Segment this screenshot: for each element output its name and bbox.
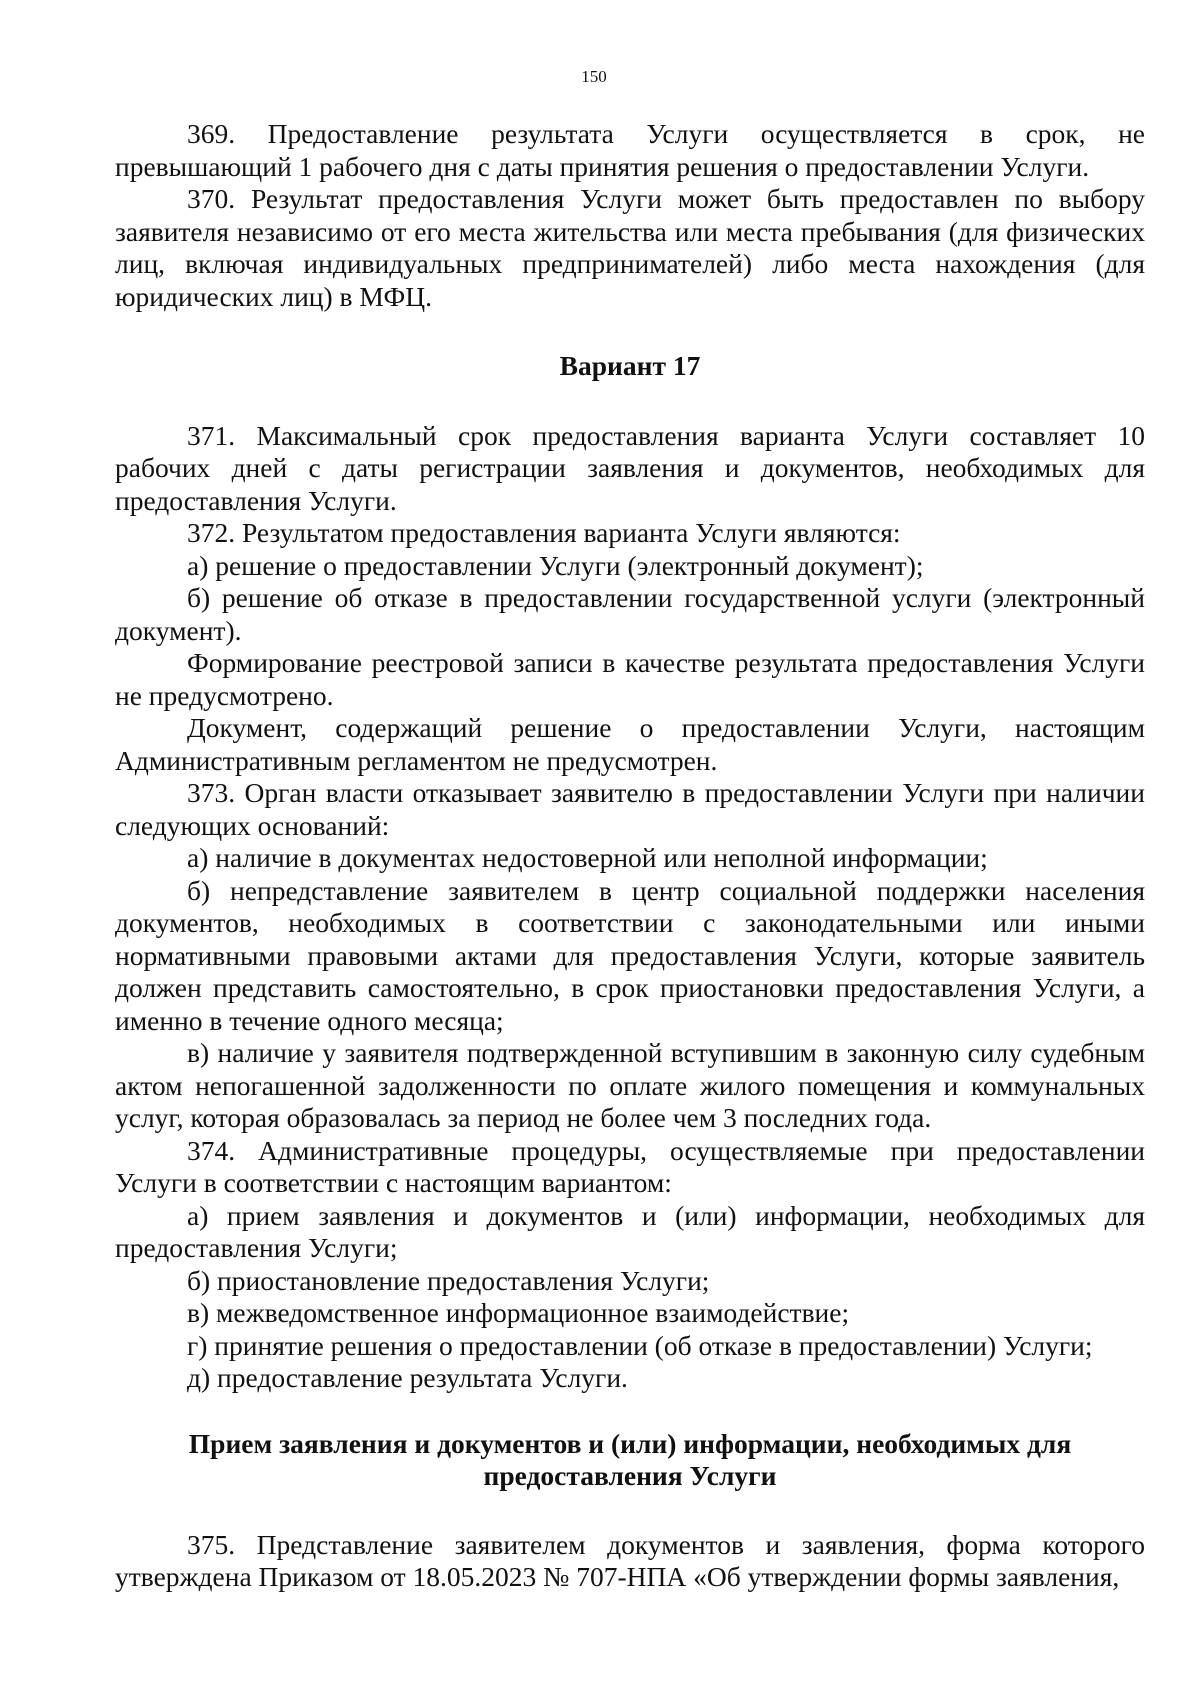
list-item: г) принятие решения о предоставлении (об отказе в предоставлении) Услуги;	[187, 1329, 1093, 1361]
paragraph: Формирование реестровой записи в качестве результата предоставления Услуги не предусмотрено.	[115, 647, 1145, 711]
list-item: а) решение о предоставлении Услуги (электронный документ);	[187, 549, 924, 581]
variant-heading: Вариант 17	[559, 350, 701, 381]
list-item: б) решение об отказе в предоставлении государственной услуги (электронный документ).	[115, 582, 1145, 646]
page-number: 150	[581, 67, 607, 86]
document-body	[115, 118, 1145, 1594]
paragraph-374: 374. Административные процедуры, осуществляемые при предоставлении Услуги в соответствии с настоящим вариантом:	[115, 1134, 1145, 1198]
list-item: а) наличие в документах недостоверной или неполной информации;	[187, 842, 988, 873]
list-item: в) межведомственное информационное взаимодействие;	[187, 1297, 850, 1328]
list-item: б) приостановление предоставления Услуги;	[187, 1264, 710, 1296]
list-item: а) прием заявления и документов и (или) информации, необходимых для предоставления Услуги;	[115, 1199, 1145, 1263]
paragraph-369: 369. Предоставление результата Услуги осуществляется в срок, не превышающий 1 рабочего дня с даты принятия решения о предоставлении Услуги.	[115, 118, 1145, 182]
list-item: в) наличие у заявителя подтвержденной вступившим в законную силу судебным актом непогашенной задолженности по оплате жилого помещения и коммунальных услуг, которая образовалась за период не более чем 3 последних года.	[115, 1037, 1145, 1133]
list-item: д) предоставление результата Услуги.	[187, 1362, 628, 1393]
section-heading: Прием заявления и документов и (или) информации, необходимых для предоставления Услуги	[188, 1427, 1072, 1491]
paragraph-370: 370. Результат предоставления Услуги может быть предоставлен по выбору заявителя независимо от его места жительства или места пребывания (для физических лиц, включая индивидуальных предпринимателей) либо места нахождения (для юридических лиц) в МФЦ.	[115, 183, 1145, 312]
paragraph-371: 371. Максимальный срок предоставления варианта Услуги составляет 10 рабочих дней с даты регистрации заявления и документов, необходимых для предоставления Услуги.	[115, 419, 1145, 516]
list-item: б) непредставление заявителем в центр социальной поддержки населения документов, необходимых в соответствии с законодательными или иными нормативными правовыми актами для предоставления Услуги, которые заявитель должен представить самостоятельно, в срок приостановки предоставления Услуги, а именно в течение одного месяца;	[115, 874, 1145, 1036]
paragraph: Документ, содержащий решение о предоставлении Услуги, настоящим Административным регламентом не предусмотрен.	[115, 712, 1145, 776]
paragraph-372: 372. Результатом предоставления варианта Услуги являются:	[187, 517, 901, 548]
paragraph-373: 373. Орган власти отказывает заявителю в предоставлении Услуги при наличии следующих оснований:	[115, 777, 1145, 841]
paragraph-375: 375. Представление заявителем документов и заявления, форма которого утверждена Приказом от 18.05.2023 № 707-НПА «Об утверждении формы заявления,	[115, 1528, 1145, 1592]
